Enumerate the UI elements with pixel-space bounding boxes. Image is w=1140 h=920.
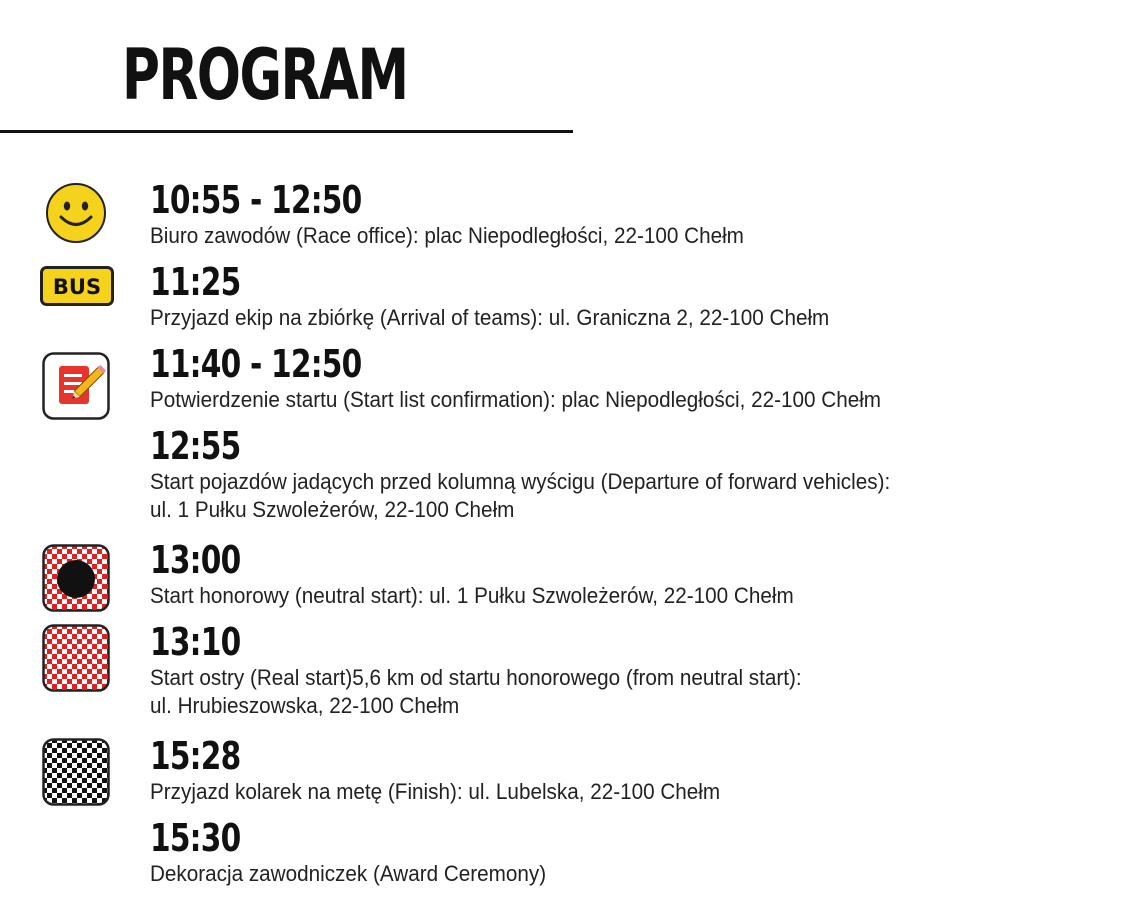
smiley-icon [45,182,107,244]
description-line: Start ostry (Real start)5,6 km od startu honorowego (from neutral start): [150,665,802,690]
description-line: Przyjazd ekip na zbiórkę (Arrival of teams): ul. Graniczna 2, 22-100 Chełm [150,305,830,330]
title-divider [0,130,573,133]
real-start-flag-icon [42,624,110,692]
description [150,778,720,806]
description-line: Dekoracja zawodniczek (Award Ceremony) [150,861,547,886]
description [150,304,829,332]
finish-flag-icon [42,738,110,806]
description-line: Biuro zawodów (Race office): plac Niepodległości, 22-100 Chełm [150,223,744,248]
description-line: ul. 1 Pułku Szwoleżerów, 22-100 Chełm [150,497,515,522]
description-line: Przyjazd kolarek na metę (Finish): ul. Lubelska, 22-100 Chełm [150,779,721,804]
time-label: 15:30 [150,816,241,860]
edit-document-icon [42,352,110,420]
time-label: 13:10 [150,620,241,664]
description-line: Start pojazdów jadących przed kolumną wyścigu (Departure of forward vehicles): [150,469,891,494]
description [150,222,744,250]
time-label: 11:40 - 12:50 [150,342,362,386]
description-line: ul. Hrubieszowska, 22-100 Chełm [150,693,460,718]
time-label: 15:28 [150,734,241,778]
description [150,664,802,720]
bus-icon [40,266,114,306]
neutral-start-flag-icon [42,544,110,612]
time-label: 11:25 [150,260,241,304]
description [150,582,794,610]
description [150,386,881,414]
time-label: 13:00 [150,538,241,582]
bus-icon-label: BUS [52,275,102,299]
page-title: PROGRAM [122,34,408,116]
description-line: Start honorowy (neutral start): ul. 1 Pułku Szwoleżerów, 22-100 Chełm [150,583,794,608]
description [150,860,546,888]
description-line: Potwierdzenie startu (Start list confirmation): plac Niepodległości, 22-100 Chełm [150,387,882,412]
description [150,468,890,524]
time-label: 12:55 [150,424,241,468]
time-label: 10:55 - 12:50 [150,178,362,222]
